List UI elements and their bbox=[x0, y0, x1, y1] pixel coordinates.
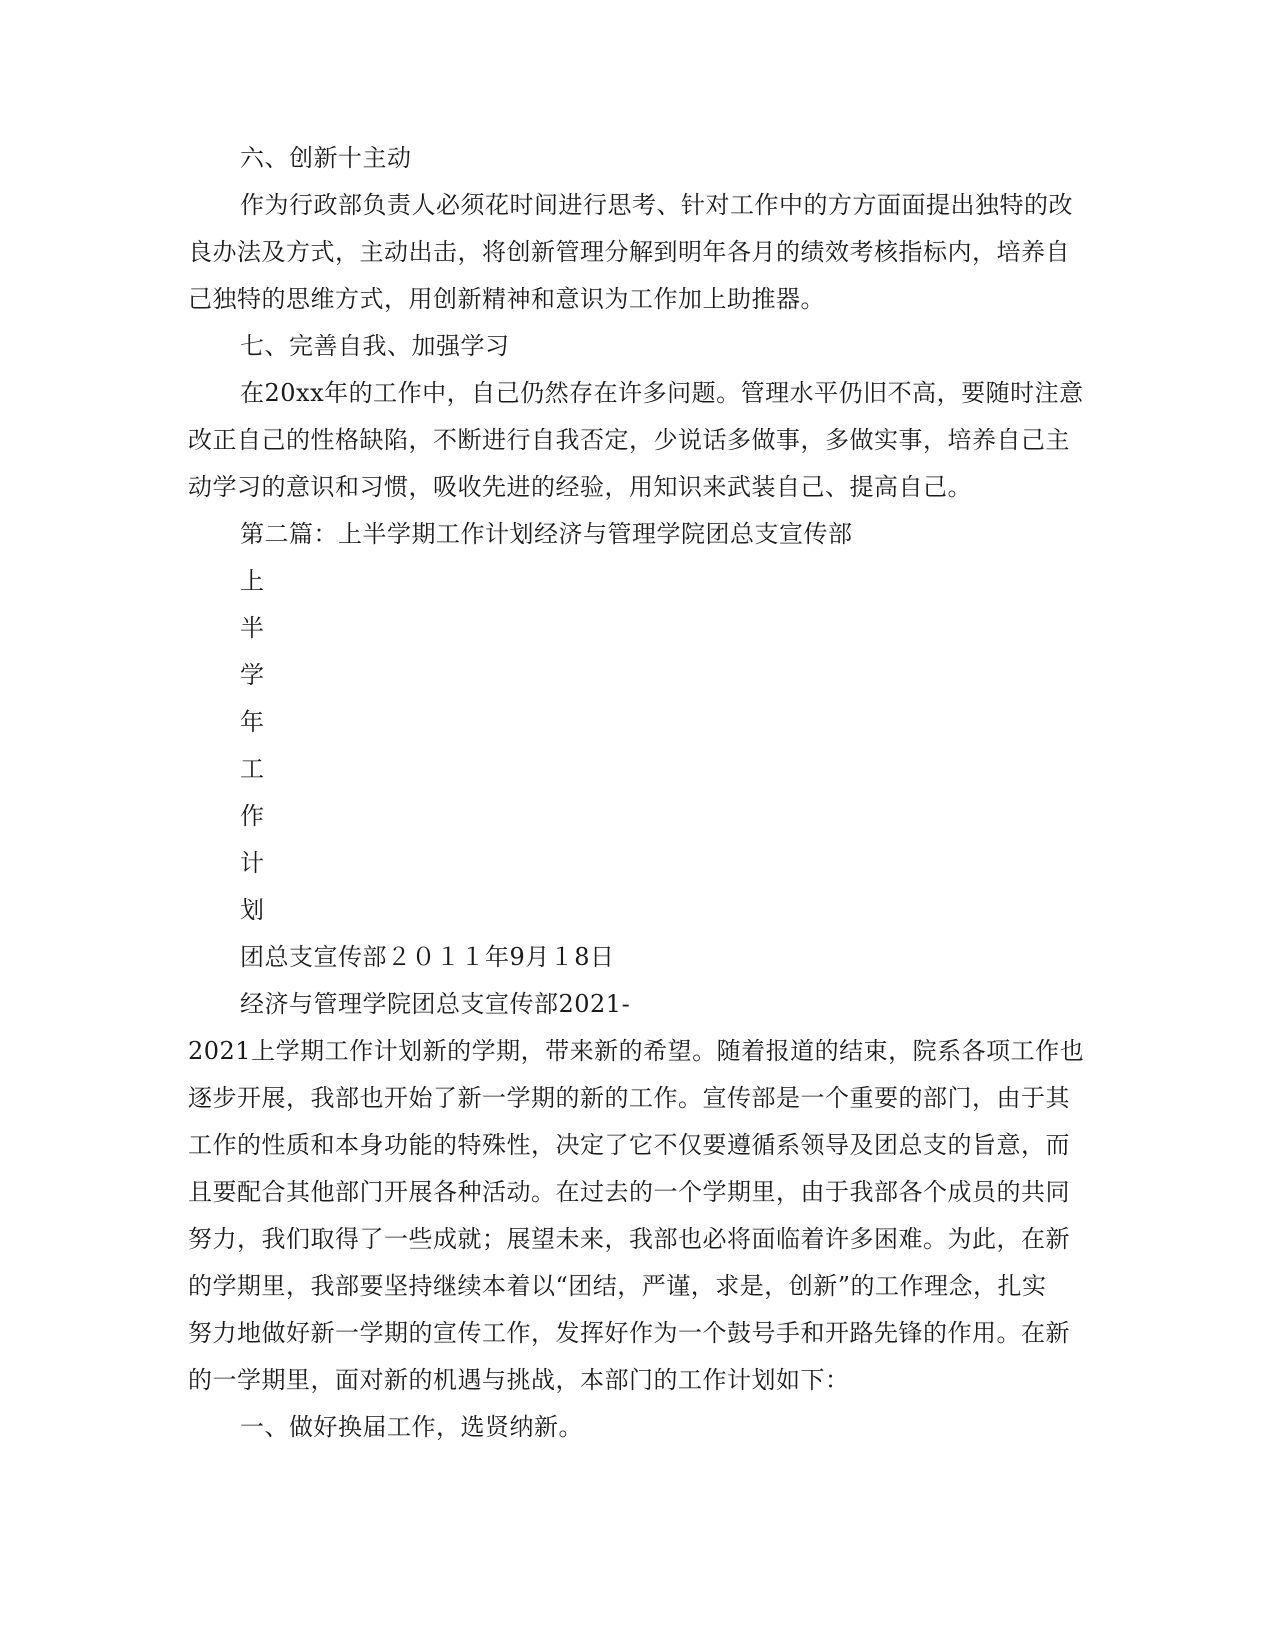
vertical-title-char: 划 bbox=[240, 896, 265, 924]
section-heading-7: 七、完善自我、加强学习 bbox=[240, 332, 510, 360]
paragraph-line: 良办法及方式，主动出击，将创新管理分解到明年各月的绩效考核指标内，培养自 bbox=[188, 238, 1070, 266]
paragraph-line: 努力，我们取得了一些成就；展望未来，我部也必将面临着许多困难。为此，在新 bbox=[188, 1225, 1070, 1253]
paragraph-line: 在20xx年的工作中，自己仍然存在许多问题。管理水平仍旧不高，要随时注意 bbox=[240, 379, 1084, 407]
part-two-title: 第二篇：上半学期工作计划经济与管理学院团总支宣传部 bbox=[240, 520, 853, 548]
paragraph-line: 2021上学期工作计划新的学期，带来新的希望。随着报道的结束，院系各项工作也 bbox=[188, 1037, 1085, 1065]
paragraph-line: 作为行政部负责人必须花时间进行思考、针对工作中的方方面面提出独特的改 bbox=[240, 191, 1073, 219]
vertical-title-char: 年 bbox=[240, 708, 265, 736]
paragraph-line: 己独特的思维方式，用创新精神和意识为工作加上助推器。 bbox=[188, 285, 825, 313]
vertical-title-char: 学 bbox=[240, 661, 265, 689]
section-heading-6: 六、创新十主动 bbox=[240, 144, 412, 172]
vertical-title-char: 半 bbox=[240, 614, 265, 642]
vertical-title-char: 计 bbox=[240, 849, 265, 877]
paragraph-line: 动学习的意识和习惯，吸收先进的经验，用知识来武装自己、提高自己。 bbox=[188, 473, 972, 501]
vertical-title-char: 上 bbox=[240, 567, 265, 595]
paragraph-line: 且要配合其他部门开展各种活动。在过去的一个学期里，由于我部各个成员的共同 bbox=[188, 1178, 1070, 1206]
paragraph-line: 经济与管理学院团总支宣传部2021- bbox=[240, 990, 631, 1018]
vertical-title-char: 作 bbox=[240, 802, 265, 830]
date-line: 团总支宣传部２０１１年9月１8日 bbox=[240, 943, 615, 971]
paragraph-line: 改正自己的性格缺陷，不断进行自我否定，少说话多做事，多做实事，培养自己主 bbox=[188, 426, 1070, 454]
section-heading-1: 一、做好换届工作，选贤纳新。 bbox=[240, 1413, 583, 1441]
vertical-title-char: 工 bbox=[240, 755, 265, 783]
paragraph-line: 工作的性质和本身功能的特殊性，决定了它不仅要遵循系领导及团总支的旨意，而 bbox=[188, 1131, 1070, 1159]
paragraph-line: 的一学期里，面对新的机遇与挑战，本部门的工作计划如下： bbox=[188, 1366, 850, 1394]
paragraph-line: 逐步开展，我部也开始了新一学期的新的工作。宣传部是一个重要的部门，由于其 bbox=[188, 1084, 1070, 1112]
paragraph-line: 的学期里，我部要坚持继续本着以“团结，严谨，求是，创新”的工作理念，扎实 bbox=[188, 1272, 1047, 1300]
paragraph-line: 努力地做好新一学期的宣传工作，发挥好作为一个鼓号手和开路先锋的作用。在新 bbox=[188, 1319, 1070, 1347]
